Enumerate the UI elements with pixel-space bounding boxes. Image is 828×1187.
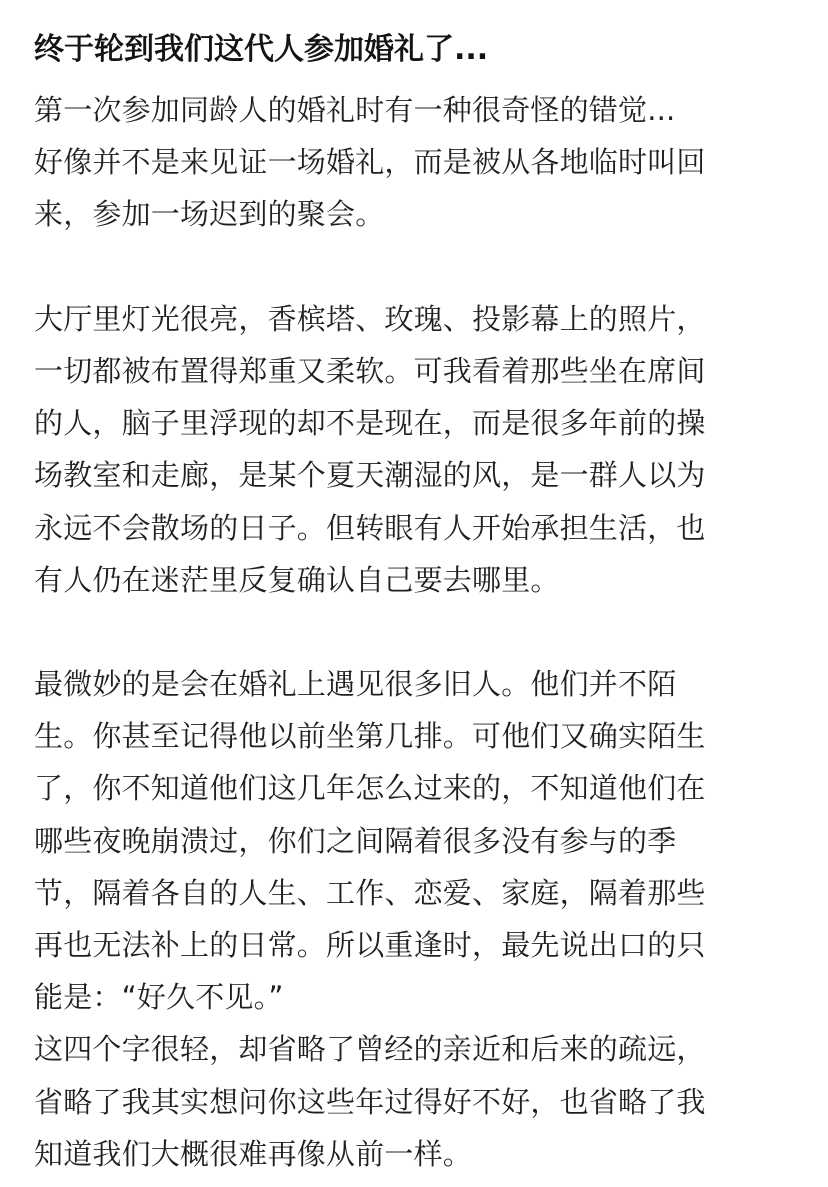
text-line: 节，隔着各自的人生、工作、恋爱、家庭，隔着那些	[34, 875, 706, 910]
text-line: 最微妙的是会在婚礼上遇见很多旧人。他们并不陌	[34, 667, 677, 702]
text-line: 了，你不知道他们这几年怎么过来的，不知道他们在	[34, 771, 706, 806]
blank-line	[34, 241, 804, 293]
text-line: 大厅里灯光很亮，香槟塔、玫瑰、投影幕上的照片，	[34, 301, 706, 336]
text-line: 有人仍在迷茫里反复确认自己要去哪里。	[34, 562, 560, 597]
text-line: 一切都被布置得郑重又柔软。可我看着那些坐在席间	[34, 353, 706, 388]
text-line: 来，参加一场迟到的聚会。	[34, 197, 385, 232]
text-line: 好像并不是来见证一场婚礼，而是被从各地临时叫回	[34, 145, 706, 180]
text-line: 永远不会散场的日子。但转眼有人开始承担生活，也	[34, 510, 706, 545]
post	[34, 28, 804, 1180]
text-line: 场教室和走廊，是某个夏天潮湿的风，是一群人以为	[34, 458, 706, 493]
post-body	[34, 84, 804, 1180]
blank-line	[34, 606, 804, 658]
text-line: 再也无法补上的日常。所以重逢时，最先说出口的只	[34, 928, 706, 962]
text-line: 的人，脑子里浮现的却不是现在，而是很多年前的操	[34, 406, 706, 441]
text-line: 第一次参加同龄人的婚礼时有一种很奇怪的错觉...	[34, 93, 676, 127]
post-title: 终于轮到我们这代人参加婚礼了...	[34, 32, 489, 67]
text-line: 生。你甚至记得他以前坐第几排。可他们又确实陌生	[34, 719, 706, 754]
text-line: 哪些夜晚崩溃过，你们之间隔着很多没有参与的季	[34, 823, 677, 858]
text-line: 能是：“好久不见。”	[34, 980, 284, 1015]
text-line: 知道我们大概很难再像从前一样。	[34, 1136, 473, 1171]
text-line: 这四个字很轻，却省略了曾经的亲近和后来的疏远，	[34, 1032, 706, 1067]
text-line: 省略了我其实想问你这些年过得好不好，也省略了我	[34, 1084, 706, 1119]
